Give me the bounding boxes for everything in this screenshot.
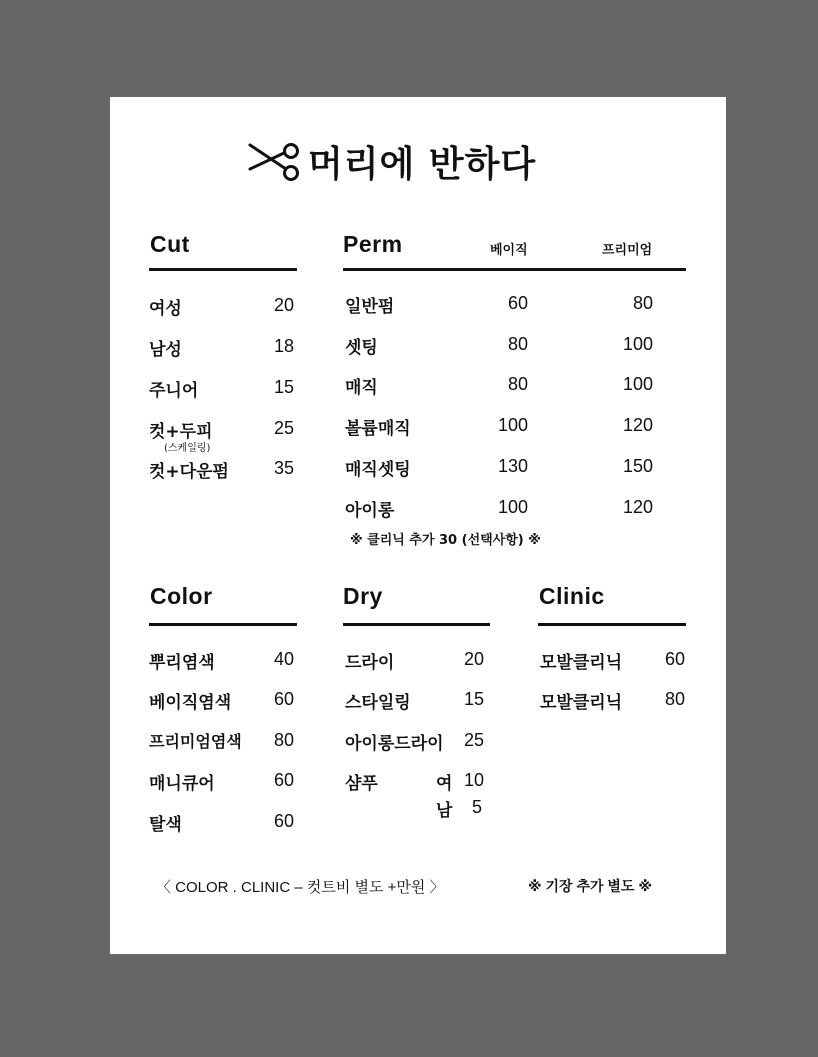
perm-premium-price: 80 xyxy=(632,293,653,313)
color-item-name: 뿌리염색 xyxy=(149,653,215,673)
clinic-item-price: 80 xyxy=(664,689,685,709)
dry-shampoo-female-label: 여 xyxy=(436,774,453,794)
color-item-price: 60 xyxy=(273,811,294,831)
dry-shampoo-female-price: 10 xyxy=(463,770,484,790)
perm-basic-price: 130 xyxy=(497,456,528,476)
dry-item-price: 25 xyxy=(463,730,484,750)
price-menu-sheet xyxy=(110,97,726,954)
cut-item-price: 20 xyxy=(273,295,294,315)
cut-item-name: 남성 xyxy=(149,340,182,360)
clinic-item-price: 60 xyxy=(664,649,685,669)
cut-item-name: 컷+다운펌 xyxy=(149,462,229,482)
dry-item-name: 아이롱드라이 xyxy=(345,734,444,754)
menu-header xyxy=(248,137,536,185)
color-item-name: 매니큐어 xyxy=(149,774,215,794)
perm-item-name: 매직셋팅 xyxy=(345,460,411,480)
perm-premium-price: 100 xyxy=(622,374,653,394)
dry-shampoo-male-label: 남 xyxy=(436,801,453,821)
perm-basic-price: 100 xyxy=(497,415,528,435)
color-item-price: 60 xyxy=(273,770,294,790)
cut-item-subnote: (스케일링) xyxy=(164,443,211,454)
perm-divider xyxy=(343,268,686,271)
perm-premium-column-header: 프리미엄 xyxy=(602,243,653,258)
dry-shampoo-male-price: 5 xyxy=(471,797,482,817)
perm-section-title: Perm xyxy=(343,231,403,257)
dry-item-name: 스타일링 xyxy=(345,693,411,713)
dry-item-price: 20 xyxy=(463,649,484,669)
color-item-name: 프리미엄염색 xyxy=(149,732,242,751)
cut-item-name: 주니어 xyxy=(149,381,199,401)
color-item-name: 베이직염색 xyxy=(149,693,232,713)
clinic-divider xyxy=(538,623,686,626)
perm-basic-column-header: 베이직 xyxy=(490,243,528,258)
perm-basic-price: 80 xyxy=(507,334,528,354)
cut-item-price: 15 xyxy=(273,377,294,397)
perm-basic-price: 100 xyxy=(497,497,528,517)
cut-item-price: 25 xyxy=(273,418,294,438)
perm-premium-price: 120 xyxy=(622,497,653,517)
perm-item-name: 일반펌 xyxy=(345,297,395,317)
clinic-section-title: Clinic xyxy=(539,583,605,609)
dry-item-name: 드라이 xyxy=(345,653,395,673)
color-item-price: 40 xyxy=(273,649,294,669)
dry-section-title: Dry xyxy=(343,583,383,609)
perm-item-name: 셋팅 xyxy=(345,338,378,358)
dry-item-price: 15 xyxy=(463,689,484,709)
perm-item-name: 아이롱 xyxy=(345,501,395,521)
perm-basic-price: 80 xyxy=(507,374,528,394)
perm-premium-price: 100 xyxy=(622,334,653,354)
cut-section-title: Cut xyxy=(150,231,190,257)
cut-item-price: 35 xyxy=(273,458,294,478)
color-item-name: 탈색 xyxy=(149,815,182,835)
clinic-item-name: 모발클리닉 xyxy=(540,653,623,673)
footer-color-clinic-note: 〈 COLOR . CLINIC – 컷트비 별도 +만원 〉 xyxy=(156,879,445,896)
cut-item-name: 컷+두피 xyxy=(149,422,213,442)
perm-basic-price: 60 xyxy=(507,293,528,313)
perm-clinic-note: ※ 클리닉 추가 30 (선택사항) ※ xyxy=(350,533,541,548)
cut-item-name: 여성 xyxy=(149,299,182,319)
color-divider xyxy=(149,623,297,626)
cut-divider xyxy=(149,268,297,271)
perm-item-name: 매직 xyxy=(345,378,378,398)
scissors-icon xyxy=(248,139,300,183)
perm-item-name: 볼륨매직 xyxy=(345,419,411,439)
dry-divider xyxy=(343,623,490,626)
dry-shampoo-name: 샴푸 xyxy=(345,774,378,794)
color-item-price: 60 xyxy=(273,689,294,709)
clinic-item-name: 모발클리닉 xyxy=(540,693,623,713)
cut-item-price: 18 xyxy=(273,336,294,356)
perm-premium-price: 120 xyxy=(622,415,653,435)
color-item-price: 80 xyxy=(273,730,294,750)
salon-title: 머리에 반하다 xyxy=(308,143,537,185)
footer-length-note: ※ 기장 추가 별도 ※ xyxy=(528,878,652,894)
perm-premium-price: 150 xyxy=(622,456,653,476)
color-section-title: Color xyxy=(150,583,213,609)
